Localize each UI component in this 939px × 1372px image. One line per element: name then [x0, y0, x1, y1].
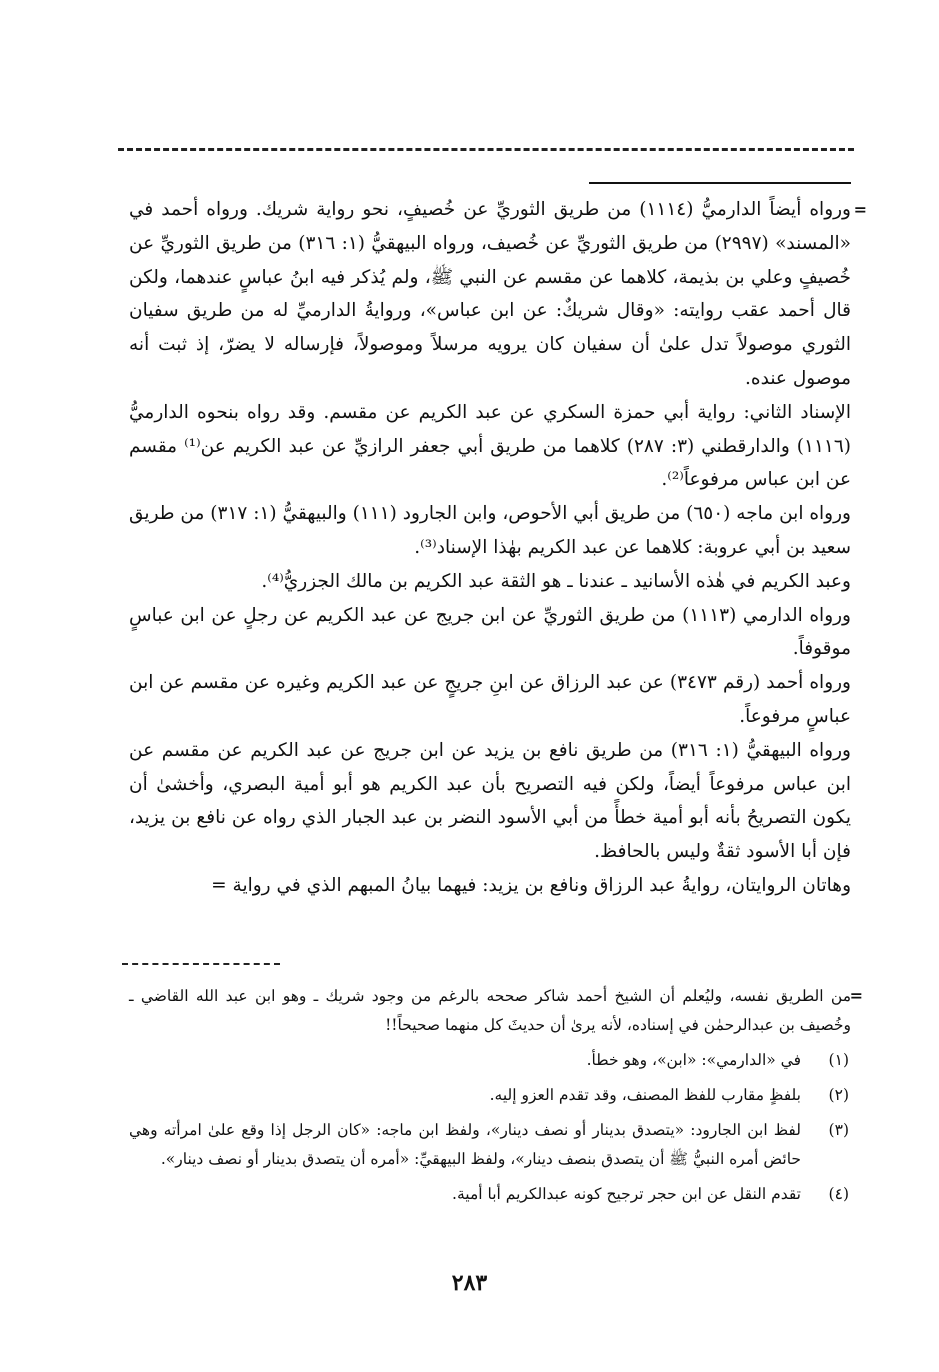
footnotes: [129, 982, 851, 1209]
paragraph: الإسناد الثاني: رواية أبي حمزة السكري عن عبد الكريم عن مقسم. وقد رواه بنحوه الدارميُّ (١١١٦) والدارقطني (٣: ٢٨٧) كلاهما من طريق أبي جعفر الرازيِّ عن عبد الكريم عن⁽¹⁾ مقسم عن ابن عباس مرفوعاً⁽²⁾.: [129, 401, 851, 491]
footnote-item: [129, 1081, 851, 1110]
footnote-text: لفظ ابن الجارود: «يتصدق بدينار أو نصف دينار»، ولفظ ابن ماجه: «كان الرجل إذا وقع علىٰ امرأته وهي حائض أمره النبيُّ ﷺ أن يتصدق بنصف دينار»، ولفظ البيهقيِّ: «أمره أن يتصدق بدينار أو نصف دينار».: [129, 1121, 801, 1168]
main-text: [129, 193, 851, 903]
page-number: ٢٨٣: [451, 1270, 488, 1296]
footnote-text: بلفظٍ مقارب للفظ المصنف، وقد تقدم العزو إليه.: [489, 1086, 801, 1104]
footnote-number: (٤): [828, 1185, 849, 1203]
footnote-text: تقدم النقل عن ابن حجر ترجيح كونه عبدالكريم أبا أمية.: [452, 1185, 801, 1203]
paragraph: ورواه الدارمي (١١١٣) من طريق الثوريِّ عن ابن جريج عن عبد الكريم عن رجلٍ عن ابن عباسٍ موقوفاً.: [129, 604, 851, 660]
continuation-mark: =: [853, 200, 867, 219]
footnote-number: (٣): [828, 1121, 849, 1139]
continuation-rule: [589, 182, 851, 184]
footnote-item: [129, 1046, 851, 1075]
footnote-item: [129, 1180, 851, 1209]
paragraph: وهاتان الروايتان، روايةُ عبد الرزاق ونافع بن يزيد: فيهما بيانُ المبهم الذي في رواية =: [211, 874, 851, 896]
paragraph: وعبد الكريم في هٰذه الأسانيد ـ عندنا ـ هو الثقة عبد الكريم بن مالك الجزريُّ⁽⁴⁾.: [261, 570, 851, 592]
top-dashed-separator: [118, 148, 854, 151]
footnote-separator: [122, 963, 280, 965]
footnote-number: (٢): [828, 1086, 849, 1104]
paragraph: ورواه ابن ماجه (٦٥٠) من طريق أبي الأحوص، وابن الجارود (١١١) والبيهقيُّ (١: ٣١٧) من طريق سعيد بن أبي عروبة: كلاهما عن عبد الكريم بهٰذا الإسناد⁽³⁾.: [129, 503, 851, 558]
footnote-number: (١): [828, 1051, 849, 1069]
footnote-text: في «الدارمي»: «ابن»، وهو خطأ.: [586, 1051, 801, 1069]
footnote-continuation-mark: =: [849, 986, 863, 1005]
footnote-continuation: من الطريق نفسه، وليُعلم أن الشيخ أحمد شاكر صححه بالرغم من وجود شريك ـ وهو ابن عبد الله القاضي ـ وخُصيف بن عبدالرحمٰن في إسناده، لأنه يرىٰ أن حديثَ كل منهما صحيحاً!!: [129, 987, 851, 1034]
paragraph: ورواه أيضاً الدارميُّ (١١١٤) من طريق الثوريِّ عن خُصيفٍ، نحو رواية شريك. ورواه أحمد في «المسند» (٢٩٩٧) من طريق الثوريِّ عن خُصيف، ورواه البيهقيُّ (١: ٣١٦) من طريق الثوريِّ عن خُصيفٍ وعلي بن بذيمة، كلاهما عن مقسم عن النبي ﷺ، ولم يُذكر فيه ابنُ عباسٍ عندهما، ولكن قال أحمد عقب روايته: «وقال شريكٌ: عن ابن عباس»، وروايةُ الدارميِّ له من طريق سفيان الثوري موصولاً تدل علىٰ أن سفيان كان يرويه مرسلاً وموصولاً، فإرساله لا يضرّ، إذ ثبت أنه موصول عنده.: [129, 199, 851, 389]
footnote-item: [129, 1116, 851, 1174]
paragraph: ورواه أحمد (رقم ٣٤٧٣) عن عبد الرزاق عن ابنِ جريجٍ عن عبد الكريم وغيره عن مقسم عن ابن عباسٍ مرفوعاً.: [129, 672, 851, 727]
paragraph: ورواه البيهقيُّ (١: ٣١٦) من طريق نافع بن يزيد عن ابن جريج عن عبد الكريم عن مقسم عن ابن عباس مرفوعاً أيضاً، ولكن فيه التصريح بأن عبد الكريم هو أبو أمية البصري، وأخشىٰ أن يكون التصريحُ بأنه أبو أمية خطأً من أبي الأسود النضر بن عبد الجبار الذي رواه عن نافع بن يزيد، فإن أبا الأسود ثقةٌ وليس بالحافظ.: [129, 739, 851, 863]
